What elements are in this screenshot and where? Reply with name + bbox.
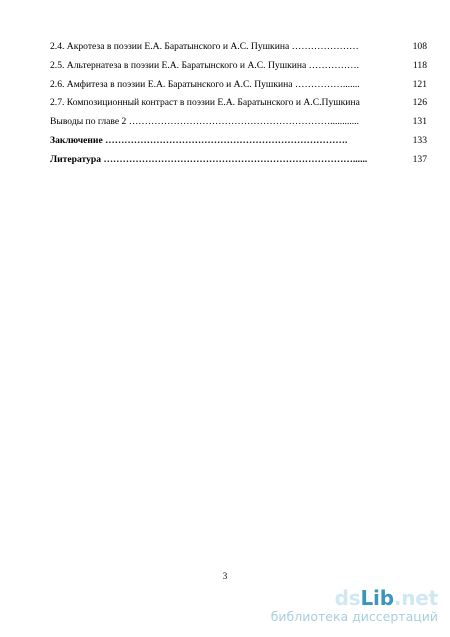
watermark-logo-ds: ds [334,586,361,610]
toc-entry-page: 118 [412,59,427,71]
toc-entry-page: 121 [412,78,427,90]
toc-entry [50,116,427,135]
toc-entry-title: Выводы по главе 2 ………………………………………………………............ [50,116,359,128]
toc-entry-page: 126 [412,97,427,109]
toc-entry-page: 137 [412,153,427,165]
toc-entry-literature [50,154,427,173]
watermark-logo-net: .net [393,586,438,610]
table-of-contents [50,41,427,173]
toc-entry-title: 2.6. Амфитеза в поэзии Е.А. Баратынского и А.С. Пушкина ……………....... [50,78,360,90]
toc-entry-title: 2.5. Альтернатеза в поэзии Е.А. Баратынского и А.С. Пушкина ……………. [50,59,360,71]
toc-entry-page: 108 [412,41,427,52]
toc-entry-title: Заключение …………………………………………………………………. [50,134,348,146]
toc-entry-title: 2.4. Акротеза в поэзии Е.А. Баратынского и А.С. Пушкина ………………… [50,41,359,52]
toc-entry-page: 131 [412,116,427,128]
toc-entry [50,79,427,98]
watermark-logo-lib: Lib [360,586,394,610]
page-number: 3 [222,571,228,581]
toc-entry-conclusion [50,135,427,154]
watermark-logo [271,587,438,609]
toc-entry-page: 133 [412,134,427,146]
toc-entry [50,41,427,60]
watermark [271,587,438,624]
toc-entry-title: 2.7. Композиционный контраст в поэзии Е.А. Баратынского и А.С.Пушкина [50,97,360,109]
watermark-caption: библиотека диссертаций [270,609,438,624]
toc-entry [50,97,427,116]
toc-entry-title: Литература ……………………………………………………………………...... [50,153,368,165]
toc-entry [50,60,427,79]
